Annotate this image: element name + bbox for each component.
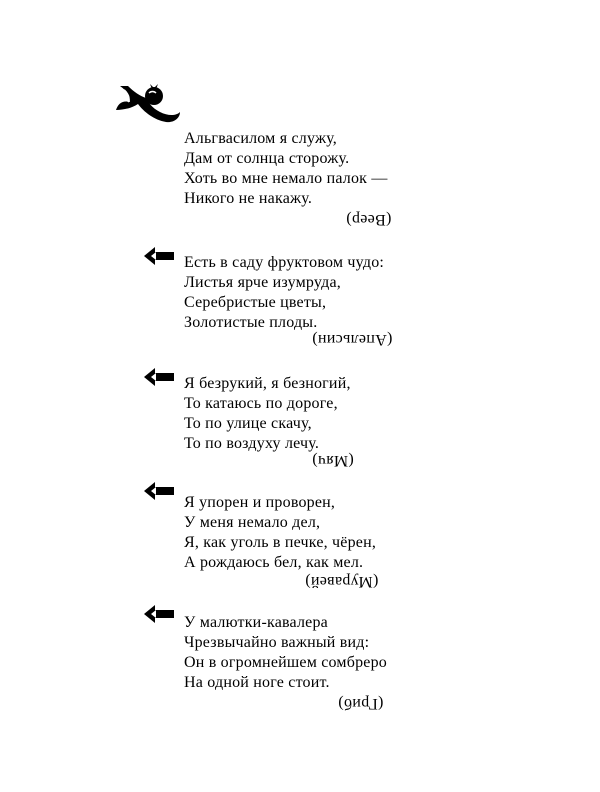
riddle-4-answer: (Муравей): [305, 573, 379, 590]
riddle-3-line-3: То по улице скачу,: [184, 415, 312, 432]
riddle-1-answer: (Веер): [346, 211, 392, 228]
riddle-2-answer: (Апельсин): [312, 331, 393, 348]
riddle-3-line-1: Я безрукий, я безногий,: [184, 375, 351, 392]
riddle-2-line-2: Листья ярче изумруда,: [184, 274, 341, 291]
riddle-2-line-1: Есть в саду фруктовом чудо:: [184, 254, 385, 271]
diamond-bullet-icon: [142, 245, 176, 267]
riddle-3-line-2: То катаюсь по дороге,: [184, 395, 338, 412]
riddle-1-line-2: Дам от солнца сторожу.: [184, 150, 350, 167]
diamond-bullet-icon: [142, 366, 176, 388]
riddle-4-line-1: Я упорен и проворен,: [184, 494, 336, 511]
riddle-3-line-4: То по воздуху лечу.: [184, 435, 320, 452]
riddle-4-line-4: А рождаюсь бел, как мел.: [184, 554, 364, 571]
riddle-5-line-3: Он в огромнейшем сомбреро: [184, 654, 387, 671]
riddle-3-answer: (Мяч): [312, 452, 354, 469]
riddle-4-line-3: Я, как уголь в печке, чёрен,: [184, 534, 377, 551]
diamond-bullet-icon: [142, 603, 176, 625]
riddle-1-line-3: Хоть во мне немало палок —: [184, 170, 388, 187]
riddle-2-line-4: Золотистые плоды.: [184, 314, 318, 331]
riddle-2-line-3: Серебристые цветы,: [184, 294, 327, 311]
riddle-5-answer: (Гриб): [338, 695, 384, 712]
riddle-1-line-1: Альгвасилом я служу,: [184, 130, 337, 147]
riddle-5-line-1: У малютки-кавалера: [184, 614, 328, 631]
riddle-5-line-2: Чрезвычайно важный вид:: [184, 634, 370, 651]
riddle-1-line-4: Никого не накажу.: [184, 190, 313, 207]
diamond-bullet-icon: [142, 480, 176, 502]
branch-ornament-icon: [110, 80, 182, 132]
riddle-5-line-4: На одной ноге стоит.: [184, 674, 330, 691]
riddle-4-line-2: У меня немало дел,: [184, 514, 321, 531]
